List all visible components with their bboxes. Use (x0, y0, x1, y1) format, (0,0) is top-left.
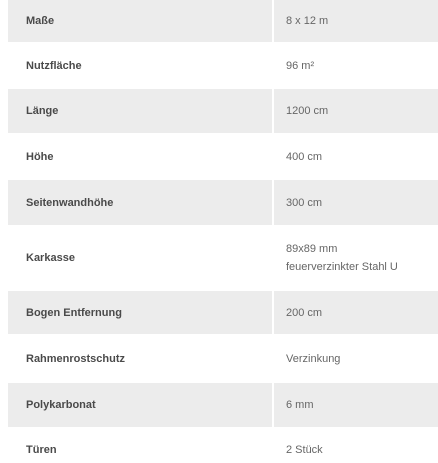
spec-value: 1200 cm (274, 89, 438, 133)
spec-row-polykarbonat (0, 383, 438, 427)
spec-value: 300 cm (274, 180, 438, 225)
spec-row-laenge (0, 89, 438, 133)
spec-label: Seitenwandhöhe (8, 180, 272, 225)
spec-value: Verzinkung (274, 336, 438, 381)
spec-label: Maße (8, 0, 272, 42)
spec-row-karkasse (0, 227, 438, 289)
spec-row-rahmenrostschutz (0, 336, 438, 381)
spec-label: Türen (8, 429, 272, 463)
spec-value: 8 x 12 m (274, 0, 438, 42)
spec-row-hoehe (0, 135, 438, 178)
spec-label: Polykarbonat (8, 383, 272, 427)
spec-value: 96 m² (274, 44, 438, 87)
spec-label: Nutzfläche (8, 44, 272, 87)
spec-value: 6 mm (274, 383, 438, 427)
spec-label: Bogen Entfernung (8, 291, 272, 334)
spec-value-line-1: 89x89 mm (286, 243, 338, 255)
spec-value: 200 cm (274, 291, 438, 334)
spec-row-seitenwandhoehe (0, 180, 438, 225)
spec-value: 400 cm (274, 135, 438, 178)
spec-row-masse (0, 0, 438, 42)
spec-row-nutzflaeche (0, 44, 438, 87)
spec-row-bogen-entfernung (0, 291, 438, 334)
spec-value (274, 227, 438, 289)
spec-label: Rahmenrostschutz (8, 336, 272, 381)
spec-value: 2 Stück (274, 429, 438, 463)
spec-row-tueren (0, 429, 438, 463)
spec-label: Länge (8, 89, 272, 133)
spec-value-line-2: feuerverzinkter Stahl U (286, 261, 398, 273)
spec-label: Karkasse (8, 227, 272, 289)
spec-label: Höhe (8, 135, 272, 178)
